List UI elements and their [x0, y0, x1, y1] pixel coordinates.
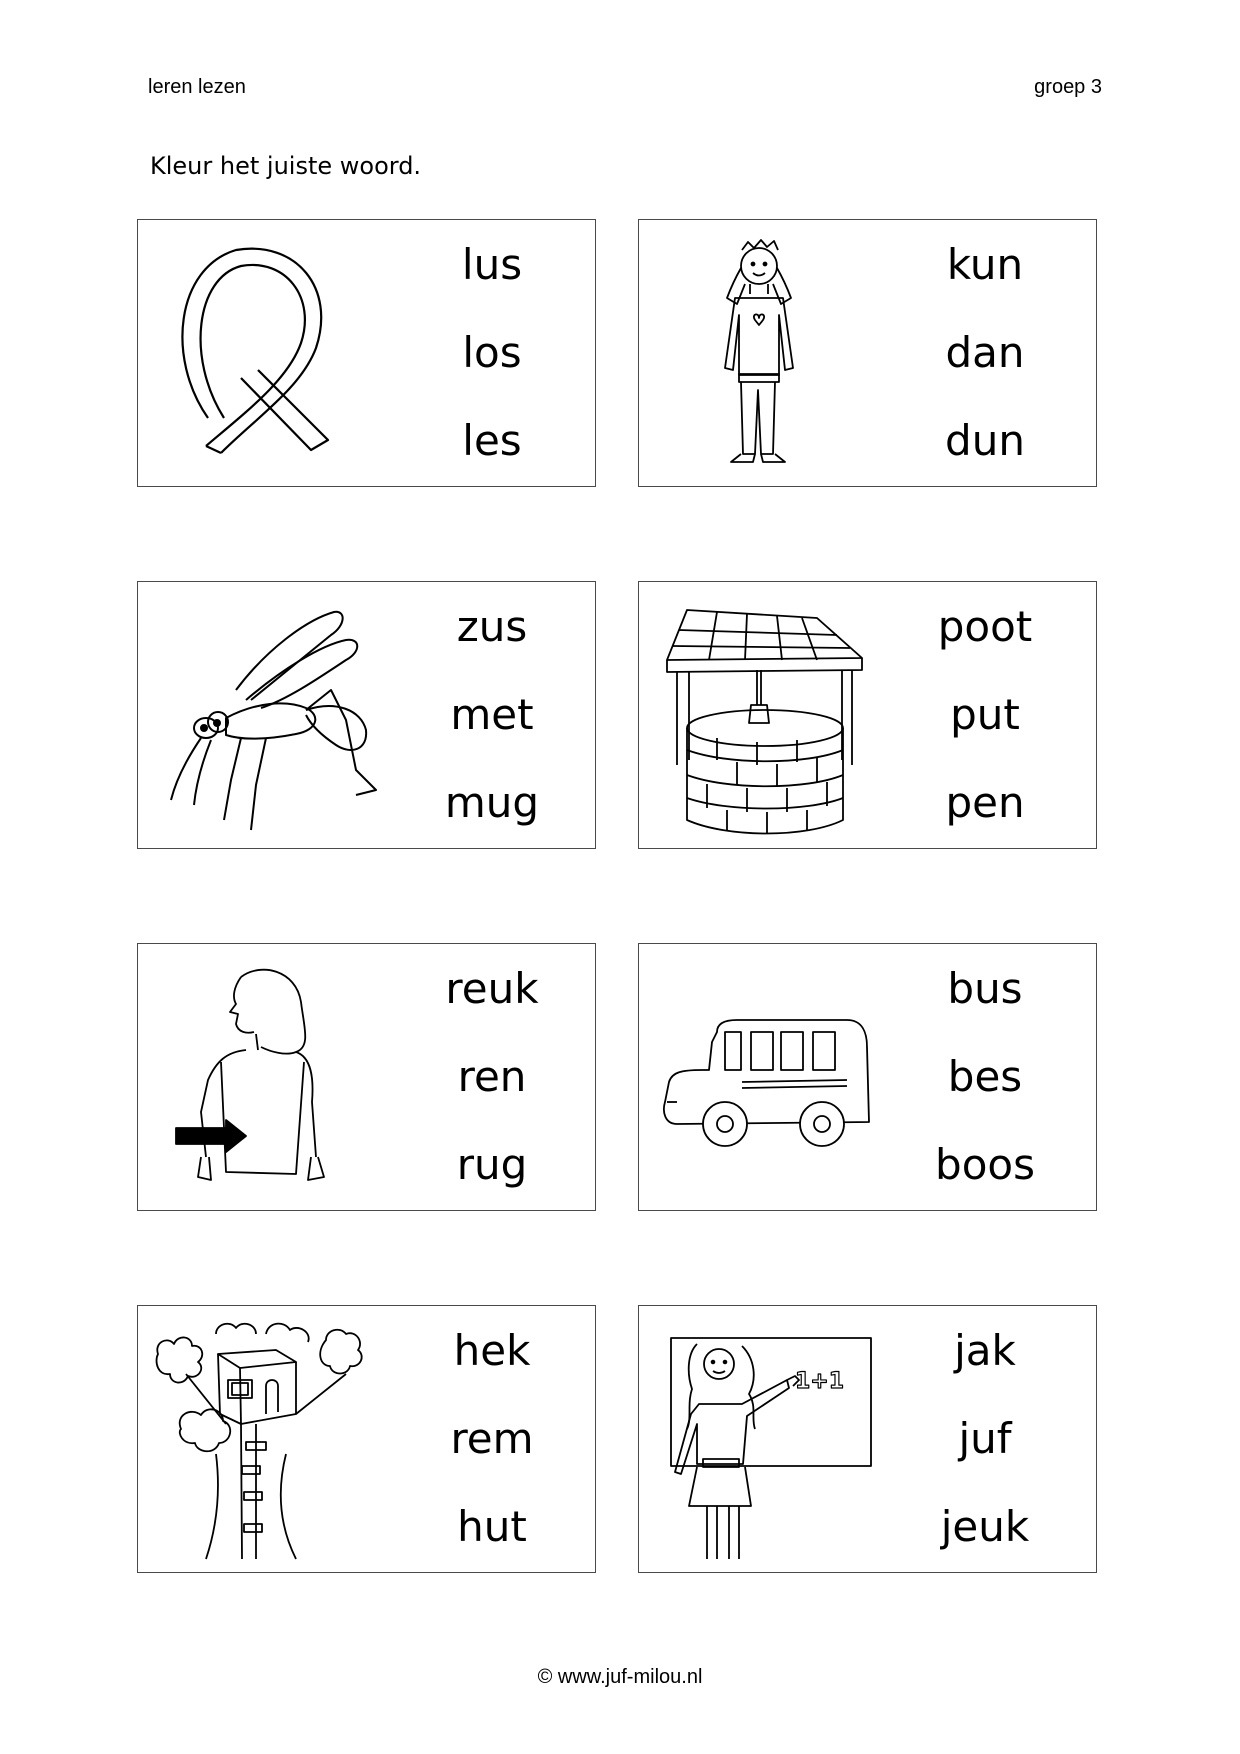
word-option[interactable]: lus — [461, 240, 523, 289]
word-card-teacher — [638, 1305, 1097, 1573]
word-option[interactable]: rem — [450, 1414, 534, 1463]
instruction-text: Kleur het juiste woord. — [150, 152, 422, 180]
girl-standing-illustration — [647, 228, 897, 478]
word-option[interactable]: hek — [453, 1326, 531, 1375]
word-option[interactable]: dun — [945, 416, 1025, 465]
bus-illustration — [647, 952, 897, 1202]
mosquito-illustration — [146, 590, 396, 840]
word-card-bus — [638, 943, 1097, 1211]
header-grade: groep 3 — [1034, 76, 1102, 98]
word-card-back — [137, 943, 596, 1211]
tree-house-illustration — [146, 1314, 396, 1564]
word-card-treehouse — [137, 1305, 596, 1573]
word-option[interactable]: jeuk — [940, 1502, 1030, 1551]
word-option[interactable]: poot — [937, 602, 1033, 651]
word-card-ribbon — [137, 219, 596, 487]
word-option[interactable]: kun — [946, 240, 1024, 289]
word-option[interactable]: hut — [457, 1502, 527, 1551]
word-option[interactable]: mug — [444, 778, 540, 827]
girl-back-illustration — [146, 952, 396, 1202]
word-option[interactable]: bus — [947, 964, 1023, 1013]
board-text: 1+1 — [795, 1369, 845, 1394]
word-option[interactable]: bes — [947, 1052, 1023, 1101]
word-option[interactable]: dan — [945, 328, 1025, 377]
word-card-girl — [638, 219, 1097, 487]
word-option[interactable]: reuk — [445, 964, 539, 1013]
word-card-mosquito — [137, 581, 596, 849]
footer-copyright: © www.juf-milou.nl — [537, 1666, 703, 1688]
word-option[interactable]: zus — [456, 602, 528, 651]
water-well-illustration — [647, 590, 897, 840]
word-option[interactable]: les — [462, 416, 522, 465]
word-option[interactable]: met — [450, 690, 534, 739]
word-option[interactable]: pen — [945, 778, 1025, 827]
header-subject: leren lezen — [148, 76, 246, 98]
word-option[interactable]: rug — [456, 1140, 528, 1189]
word-option[interactable]: juf — [958, 1414, 1012, 1463]
word-card-well — [638, 581, 1097, 849]
ribbon-illustration — [146, 228, 396, 478]
word-option[interactable]: los — [462, 328, 522, 377]
word-option[interactable]: boos — [935, 1140, 1035, 1189]
word-option[interactable]: ren — [457, 1052, 527, 1101]
teacher-illustration — [647, 1314, 897, 1564]
word-option[interactable]: put — [950, 690, 1020, 739]
word-option[interactable]: jak — [954, 1326, 1016, 1375]
